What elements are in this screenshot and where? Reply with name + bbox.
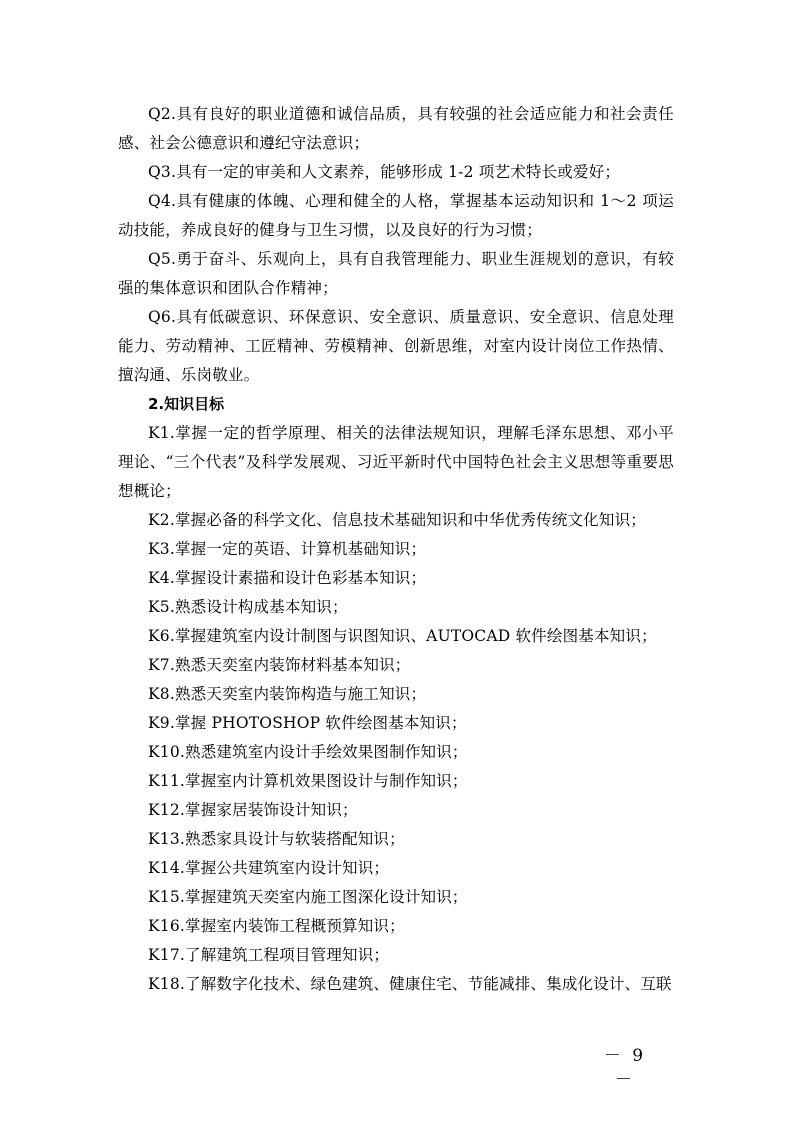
knowledge-goal-k3: K3.掌握一定的英语、计算机基础知识； [148,540,427,558]
knowledge-goal-k9: K9.掌握 PHOTOSHOP 软件绘图基本知识； [148,714,467,732]
knowledge-goal-k7: K7.熟悉天奕室内装饰材料基本知识； [148,656,411,674]
quality-goal-q4: Q4.具有健康的体魄、心理和健全的人格，掌握基本运动知识和 1～2 项运动技能，养成良好的健身与卫生习惯，以及良好的行为习惯； [118,192,674,239]
knowledge-goal-k14: K14.掌握公共建筑室内设计知识； [148,859,390,877]
quality-goal-q6: Q6.具有低碳意识、环保意识、安全意识、质量意识、安全意识、信息处理能力、劳动精神、工匠精神、劳模精神、创新思维，对室内设计岗位工作热情、擅沟通、乐岗敬业。 [118,308,674,384]
knowledge-goal-k1: K1.掌握一定的哲学原理、相关的法律法规知识，理解毛泽东思想、邓小平理论、“三个代表”及科学发展观、习近平新时代中国特色社会主义思想等重要思想概论； [118,424,674,500]
knowledge-goal-k18: K18.了解数字化技术、绿色建筑、健康住宅、节能减排、集成化设计、互联 [148,975,672,993]
page-content [118,100,674,999]
knowledge-goal-k12: K12.掌握家居装饰设计知识； [148,801,358,819]
knowledge-goal-k10: K10.熟悉建筑室内设计手绘效果图制作知识； [148,743,468,761]
quality-goal-q5: Q5.勇于奋斗、乐观向上，具有自我管理能力、职业生涯规划的意识，有较强的集体意识和团队合作精神； [118,250,674,297]
knowledge-goal-k5: K5.熟悉设计构成基本知识； [148,598,348,616]
knowledge-goal-k16: K16.掌握室内装饰工程概预算知识； [148,917,405,935]
knowledge-goals-heading: 2.知识目标 [148,395,225,413]
knowledge-goal-k13: K13.熟悉家具设计与软装搭配知识； [148,830,405,848]
knowledge-goal-k6: K6.掌握建筑室内设计制图与识图知识、AUTOCAD 软件绘图基本知识； [148,627,657,645]
knowledge-goal-k11: K11.掌握室内计算机效果图设计与制作知识； [148,772,468,790]
knowledge-goal-k17: K17.了解建筑工程项目管理知识； [148,946,390,964]
page-number: － 9 － [603,1046,647,1090]
knowledge-goal-k2: K2.掌握必备的科学文化、信息技术基础知识和中华优秀传统文化知识； [148,511,646,529]
knowledge-goal-k15: K15.掌握建筑天奕室内施工图深化设计知识； [148,888,468,906]
knowledge-goal-k8: K8.熟悉天奕室内装饰构造与施工知识； [148,685,427,703]
knowledge-goal-k4: K4.掌握设计素描和设计色彩基本知识； [148,569,427,587]
quality-goal-q3: Q3.具有一定的审美和人文素养，能够形成 1-2 项艺术特长或爱好； [148,163,621,181]
quality-goal-q2: Q2.具有良好的职业道德和诚信品质，具有较强的社会适应能力和社会责任感、社会公德意识和遵纪守法意识； [118,105,674,152]
